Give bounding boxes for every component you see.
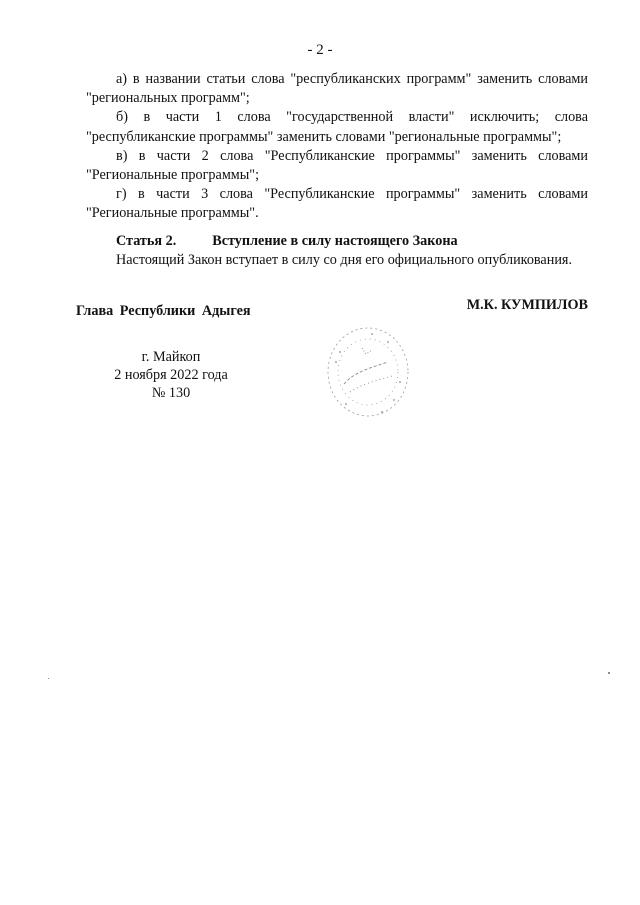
article-title: Вступление в силу настоящего Закона xyxy=(212,233,458,249)
amendment-paragraph-d: г) в части 3 слова "Республиканские программы" заменить словами "Региональные программы". xyxy=(86,186,588,222)
amendment-paragraph-a: а) в названии статьи слова "республиканских программ" заменить словами "региональных программ"; xyxy=(86,71,588,107)
amendment-paragraph-c: в) в части 2 слова "Республиканские программы" заменить словами "Региональные программы"; xyxy=(86,147,588,184)
article-number: Статья 2. xyxy=(116,233,177,249)
city: г. Майкоп xyxy=(141,349,201,365)
place-date-block xyxy=(106,348,236,402)
scan-speck xyxy=(608,672,610,674)
date: 2 ноября 2022 года xyxy=(114,367,228,383)
article-text: Настоящий Закон вступает в силу со дня его официального опубликования. xyxy=(116,252,572,269)
article-heading xyxy=(86,232,588,251)
article-2 xyxy=(86,232,588,270)
signatory-position: Глава Республики Адыгея xyxy=(76,303,251,319)
seal-stamp-icon xyxy=(322,322,414,422)
page-number: - 2 - xyxy=(307,42,333,58)
law-number: № 130 xyxy=(151,385,191,401)
amendments-list xyxy=(86,70,588,224)
signatory-name: М.К. КУМПИЛОВ xyxy=(466,297,588,313)
scan-speck xyxy=(48,678,49,679)
amendment-paragraph-b: б) в части 1 слова "государственной власти" исключить; слова "республиканские программы" заменить словами "региональные программы"; xyxy=(86,109,588,145)
